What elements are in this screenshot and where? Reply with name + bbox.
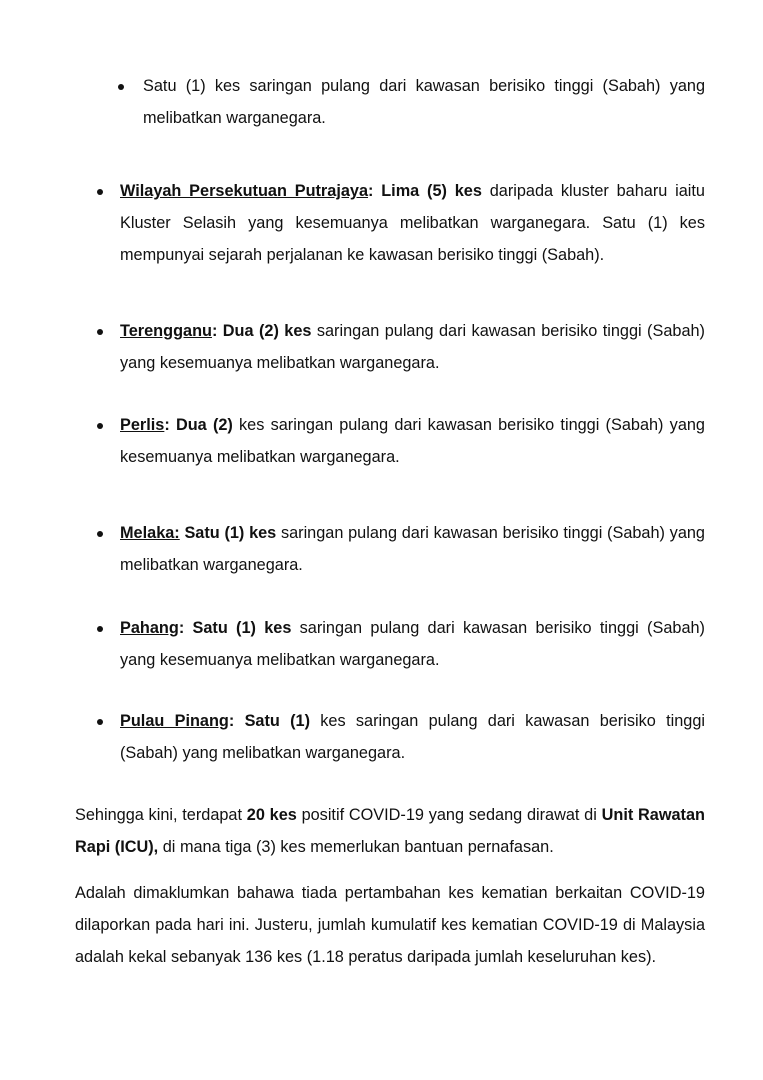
icu-text-1: Sehingga kini, terdapat [75, 806, 247, 824]
state-name: Pulau Pinang [120, 712, 229, 730]
bullet-icon [97, 531, 103, 537]
case-description: daripada kluster baharu iaitu Kluster Selasih yang kesemuanya melibatkan warganegara. Satu (1) kes mempunyai sejarah perjalanan ke kawasan berisiko tinggi (Sabah). [120, 182, 705, 264]
case-description: kes saringan pulang dari kawasan berisiko tinggi (Sabah) yang melibatkan warganegara. [120, 712, 705, 762]
case-count: Satu (1) [234, 712, 311, 730]
case-description: kes saringan pulang dari kawasan berisiko tinggi (Sabah) yang kesemuanya melibatkan warganegara. [120, 416, 705, 466]
state-colon: : [228, 712, 235, 730]
bullet-icon [97, 189, 103, 195]
state-name: Melaka: [120, 524, 180, 542]
state-name: Pahang [120, 619, 179, 637]
case-count: Lima (5) kes [373, 182, 482, 200]
state-colon: : [368, 182, 374, 200]
icu-paragraph [75, 799, 705, 863]
icu-text-3: di mana tiga (3) kes memerlukan bantuan pernafasan. [158, 838, 554, 856]
case-count: Dua (2) [169, 416, 233, 434]
state-colon: : [178, 619, 185, 637]
case-count: Dua (2) kes [217, 322, 312, 340]
death-paragraph: Adalah dimaklumkan bahawa tiada pertambahan kes kematian berkaitan COVID-19 dilaporkan pada hari ini. Justeru, jumlah kumulatif kes kematian COVID-19 di Malaysia adalah kekal sebanyak 136 kes (1.18 peratus daripada jumlah keseluruhan kes). [75, 884, 705, 966]
case-description: saringan pulang dari kawasan berisiko tinggi (Sabah) yang kesemuanya melibatkan warganegara. [120, 322, 705, 372]
bullet-icon [97, 423, 103, 429]
bullet-icon [97, 626, 103, 632]
icu-case-count: 20 kes [246, 806, 297, 824]
case-description: saringan pulang dari kawasan berisiko tinggi (Sabah) yang kesemuanya melibatkan warganegara. [120, 619, 705, 669]
case-count: Satu (1) kes [184, 619, 292, 637]
sub-bullet-text: Satu (1) kes saringan pulang dari kawasan berisiko tinggi (Sabah) yang melibatkan warganegara. [143, 77, 705, 127]
case-count: Satu (1) kes [179, 524, 277, 542]
icu-text-2: positif COVID-19 yang sedang dirawat di [296, 806, 602, 824]
state-colon: : [211, 322, 218, 340]
state-name: Terengganu [120, 322, 212, 340]
bullet-icon [118, 84, 124, 90]
icu-unit-name: Unit Rawatan Rapi (ICU), [75, 806, 705, 856]
state-name: Perlis [120, 416, 165, 434]
bullet-icon [97, 329, 103, 335]
case-description: saringan pulang dari kawasan berisiko tinggi (Sabah) yang melibatkan warganegara. [120, 524, 705, 574]
bullet-icon [97, 719, 103, 725]
state-name: Wilayah Persekutuan Putrajaya [120, 182, 369, 200]
state-colon: : [164, 416, 170, 434]
